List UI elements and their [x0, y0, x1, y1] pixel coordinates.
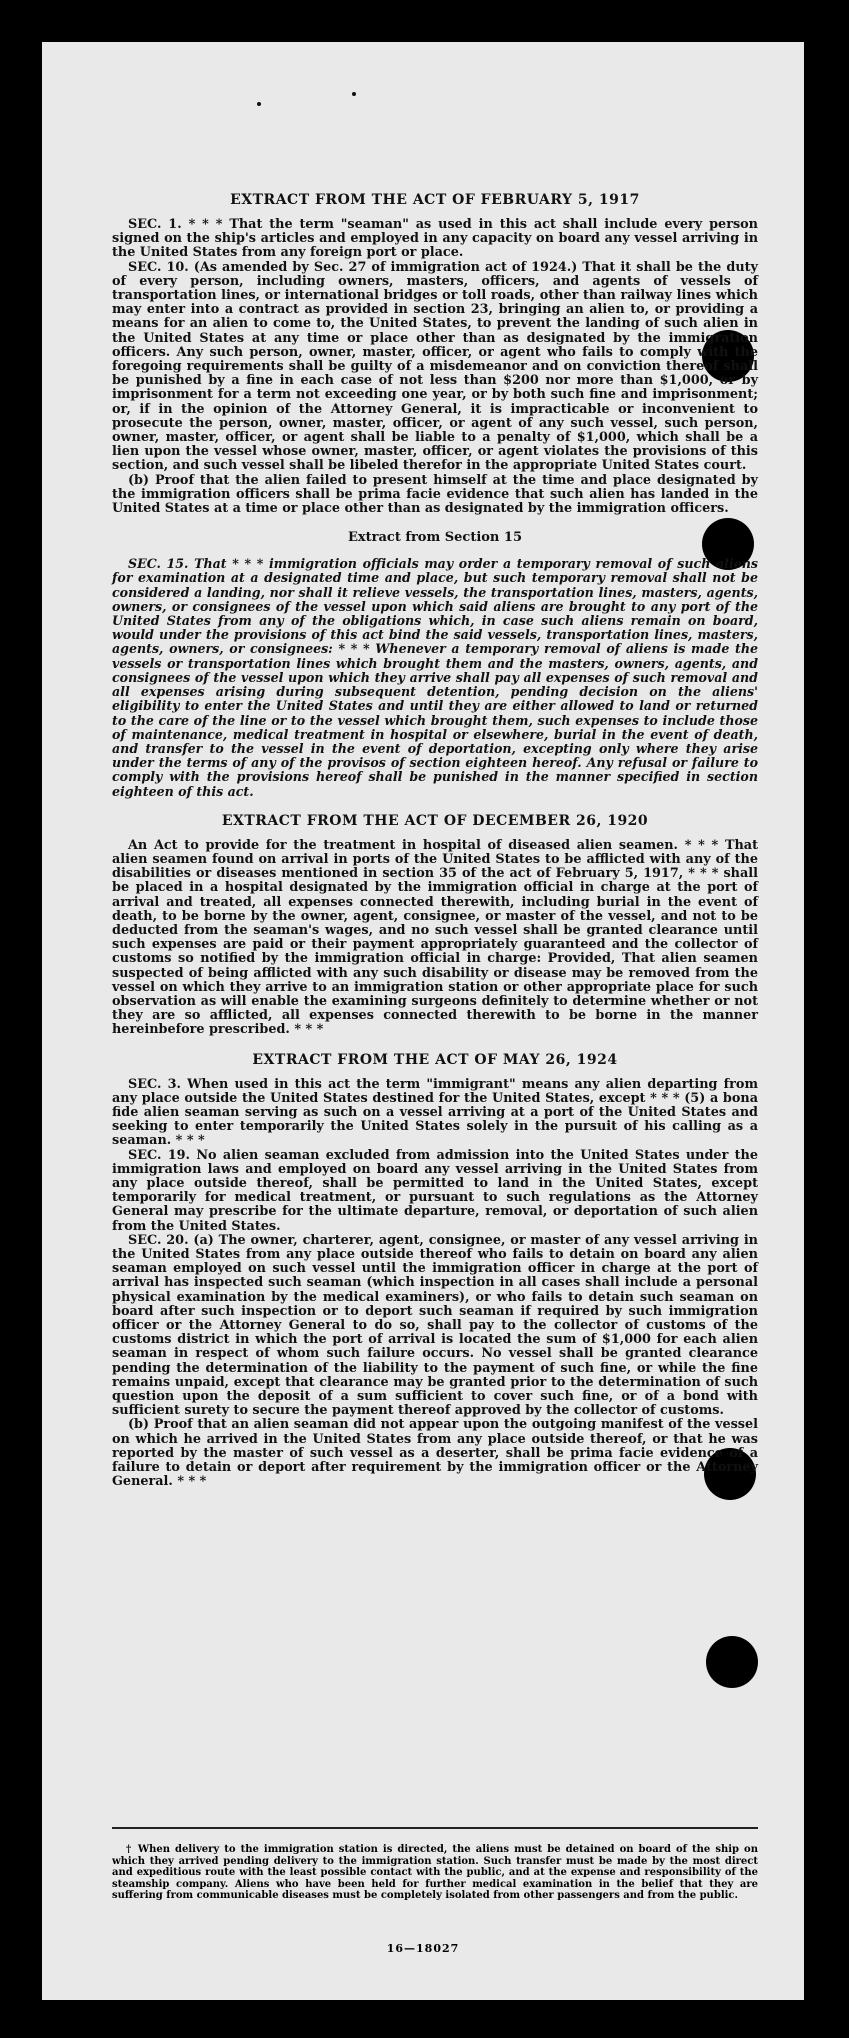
section-act-1920 [112, 813, 758, 1038]
print-code: 16—18027 [386, 1942, 460, 1955]
document-body [112, 192, 758, 1503]
section-extract-15 [112, 530, 758, 798]
subheading-section-15: Extract from Section 15 [347, 530, 523, 546]
paragraph-sec-20-b: (b) Proof that an alien seaman did not appear upon the outgoing manifest of the vessel on which he arrived in the United States from any place outside thereof, or that he was reported by the master of such vessel as a deserter, shall be prima facie evidence of a failure to detain or deport after requirement by the immigration officer or the Attorney General. * * * [112, 1417, 758, 1490]
heading-act-1917: EXTRACT FROM THE ACT OF FEBRUARY 5, 1917 [230, 192, 640, 208]
footnote-divider [112, 1827, 758, 1829]
punch-hole [706, 1636, 758, 1688]
heading-act-1920: EXTRACT FROM THE ACT OF DECEMBER 26, 1920 [221, 812, 649, 829]
section-act-1924 [112, 1052, 758, 1490]
paragraph-sec-1: SEC. 1. * * * That the term "seaman" as used in this act shall include every person signed on the ship's articles and employed in any capacity on board any vessel arriving in the United States from any foreign port or place. [112, 217, 758, 261]
document-page [42, 42, 804, 2000]
paragraph-sec-10-b: (b) Proof that the alien failed to present himself at the time and place designated by the immigration officers shall be prima facie evidence that such alien has landed in the United States at a time or place other than as designated by the immigration officers. [112, 472, 758, 517]
footnote: † When delivery to the immigration station is directed, the aliens must be detained on board of the ship on which they arrived pending delivery to the immigration station. Such transfer must be made by the most direct and expeditious route with the least possible contact with the public, and at the expense and responsibility of the steamship company. Aliens who have been held for further medical examination in the belief that they are suffering from communicable diseases must be completely isolated from other passengers and from the public. [112, 1844, 758, 1902]
paragraph-sec-15: SEC. 15. That * * * immigration officials may order a temporary removal of such aliens for examination at a designated time and place, but such temporary removal shall not be considered a landing, nor shall it relieve vessels, the transportation lines, masters, agents, owners, or consignees of the vessel upon which said aliens are brought to any port of the United States from any of the obligations which, in case such aliens remain on board, would under the provisions of this act bind the said vessels, transportation lines, masters, agents, owners, or consignees: * * * Whenever a temporary removal of aliens is made the vessels or transportation lines which brought them and the masters, owners, agents, and consignees of the vessel upon which they arrive shall pay all expenses of such removal and all expenses arising during subsequent detention, pending decision on the aliens' eligibility to enter the United States and until they are either allowed to land or returned to the care of the line or to the vessel which brought them, such expenses to include those of maintenance, medical treatment in hospital or elsewhere, burial in the event of death, and transfer to the vessel in the event of deportation, excepting only where they arise under the terms of any of the provisos of section eighteen hereof. Any refusal or failure to comply with the provisions hereof shall be punished in the manner specified in section eighteen of this act. [112, 556, 758, 799]
paragraph-sec-19: SEC. 19. No alien seaman excluded from admission into the United States under the immigration laws and employed on board any vessel arriving in the United States from any place outside thereof, shall be permitted to land in the United States, except temporarily for medical treatment, or pursuant to such regulations as the Attorney General may prescribe for the ultimate departure, removal, or deportation of such alien from the United States. [112, 1147, 758, 1234]
heading-act-1924: EXTRACT FROM THE ACT OF MAY 26, 1924 [252, 1051, 618, 1068]
speck-mark [352, 92, 356, 96]
speck-mark [257, 102, 261, 106]
section-act-1917 [112, 192, 758, 516]
paragraph-sec-20-a: SEC. 20. (a) The owner, charterer, agent, consignee, or master of any vessel arriving in the United States from any place outside thereof who fails to detain on board any alien seaman employed on such vessel until the immigration officer in charge at the port of arrival has inspected such seaman (which inspection in all cases shall include a personal physical examination by the medical examiners), or who fails to detain such seaman on board after such inspection or to deport such seaman if required by such immigration officer or the Attorney General to do so, shall pay to the collector of customs of the customs district in which the port of arrival is located the sum of $1,000 for each alien seaman in respect of whom such failure occurs. No vessel shall be granted clearance pending the determination of the liability to the payment of such fine, or while the fine remains unpaid, except that clearance may be granted prior to the determination of such question upon the deposit of a sum sufficient to cover such fine, or of a bond with sufficient surety to secure the payment thereof approved by the collector of customs. [112, 1232, 758, 1419]
paragraph-sec-3: SEC. 3. When used in this act the term "immigrant" means any alien departing from any place outside the United States destined for the United States, except * * * (5) a bona fide alien seaman serving as such on a vessel arriving at a port of the United States and seeking to enter temporarily the United States solely in the pursuit of his calling as a seaman. * * * [112, 1076, 758, 1149]
paragraph-sec-10: SEC. 10. (As amended by Sec. 27 of immigration act of 1924.) That it shall be the duty of every person, including owners, masters, officers, and agents of vessels of transportation lines, or international bridges or toll roads, other than railway lines which may enter into a contract as provided in section 23, bringing an alien to, or providing a means for an alien to come to, the United States, to prevent the landing of such alien in the United States at any time or place other than as designated by the immigration officers. Any such person, owner, master, officer, or agent who fails to comply with the foregoing requirements shall be guilty of a misdemeanor and on conviction thereof shall be punished by a fine in each case of not less than $200 nor more than $1,000, or by imprisonment for a term not exceeding one year, or by both such fine and imprisonment; or, if in the opinion of the Attorney General, it is impracticable or inconvenient to prosecute the person, owner, master, officer, or agent of any such vessel, such person, owner, master, officer, or agent shall be liable to a penalty of $1,000, which shall be a lien upon the vessel whose owner, master, officer, or agent violates the provisions of this section, and such vessel shall be libeled therefor in the appropriate United States court. [112, 259, 758, 474]
paragraph-act-1920: An Act to provide for the treatment in hospital of diseased alien seamen. * * * That alien seamen found on arrival in ports of the United States to be afflicted with any of the disabilities or diseases mentioned in section 35 of the act of February 5, 1917, * * * shall be placed in a hospital designated by the immigration official in charge at the port of arrival and treated, all expenses connected therewith, including burial in the event of death, to be borne by the owner, agent, consignee, or master of the vessel, and not to be deducted from the seaman's wages, and no such vessel shall be granted clearance until such expenses are paid or their payment appropriately guaranteed and the collector of customs so notified by the immigration official in charge: Provided, That alien seamen suspected of being afflicted with any such disability or disease may be removed from the vessel on which they arrive to an immigration station or other appropriate place for such observation as will enable the examining surgeons definitely to determine whether or not they are so afflicted, all expenses connected therewith to be borne in the manner hereinbefore prescribed. * * * [112, 837, 758, 1038]
